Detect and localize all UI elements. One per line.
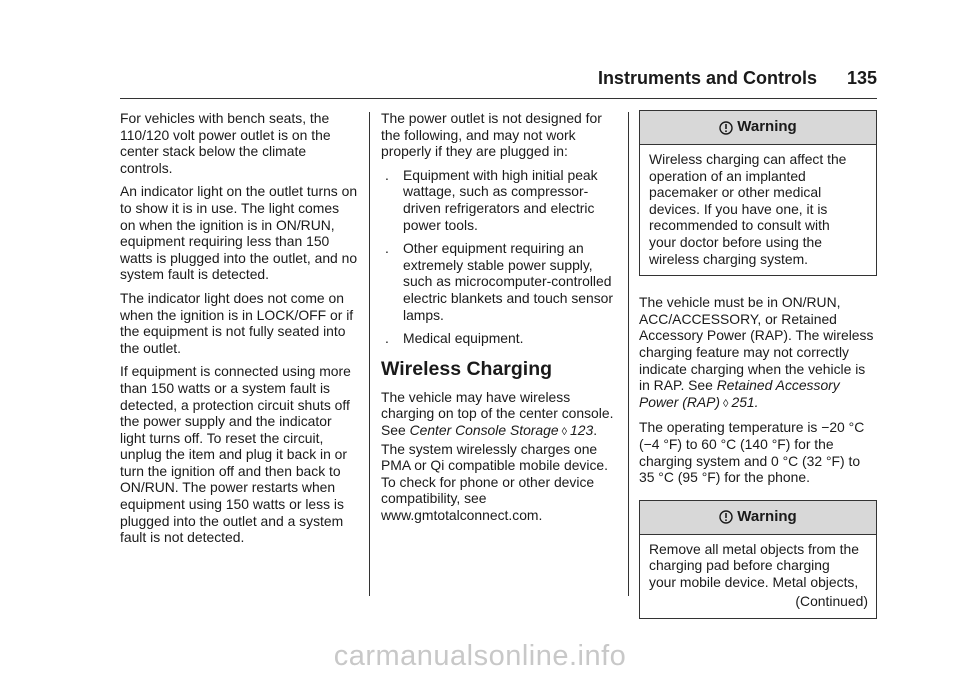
warning-line: devices. If you have one, it is [649, 200, 828, 217]
text: . The system wirelessly charges one PMA or Qi compatible mobile device. To check for phone or other device compatibility, see www.gmtotalconnect.com. [381, 421, 608, 523]
page-number: 135 [846, 68, 877, 88]
section-heading: Wireless Charging [381, 357, 553, 380]
column-divider-left [369, 112, 370, 596]
column-2 [381, 110, 617, 530]
text: . [754, 393, 759, 410]
paragraph: The operating temperature is −20 °C (−4 °F) to 60 °C (140 °F) for the charging system and 0 °C (32 °F) to 35 °C (95 °F) for the phone. [639, 419, 865, 486]
warning-line: recommended to consult with [649, 217, 830, 234]
page-ref-icon: ◊ [561, 425, 568, 438]
paragraph [639, 294, 877, 412]
watermark: carmanualsonline.info [333, 640, 627, 672]
warning-line: pacemaker or other medical [649, 184, 822, 201]
warning-line: Wireless charging can affect the [649, 151, 847, 167]
warning-box [639, 500, 877, 619]
list-item-text: Equipment with high initial peak wattage, such as compressor-driven refrigerators and electric power tools. [403, 166, 598, 233]
bullet-marker: . [385, 330, 389, 347]
text: The vehicle may have wireless charging on top of the center console. See [381, 388, 614, 438]
column-divider-right [628, 112, 629, 596]
warning-line: wireless charging system. [649, 250, 809, 267]
paragraph: For vehicles with bench seats, the 110/120 volt power outlet is on the center stack below the climate controls. [120, 110, 331, 176]
list-item [381, 240, 617, 323]
warning-box [639, 110, 877, 276]
column-1 [120, 110, 358, 553]
warning-icon [719, 510, 733, 524]
continued-label: (Continued) [795, 593, 868, 610]
warning-line: operation of an implanted [649, 167, 806, 184]
bullet-marker: . [385, 240, 389, 257]
warning-header [640, 501, 876, 535]
list-item [381, 167, 617, 233]
bullet-marker: . [385, 166, 389, 183]
warning-title: Warning [737, 507, 797, 525]
warning-line: your doctor before using the [649, 233, 822, 250]
paragraph: The power outlet is not designed for the following, and may not work properly if they are plugged in: [381, 110, 602, 160]
warning-line: Remove all metal objects from the [649, 540, 859, 557]
warning-line: your mobile device. Metal objects, [649, 573, 859, 590]
list-item [381, 330, 617, 347]
list-item-text: Other equipment requiring an extremely stable power supply, such as microcomputer-controlled electric blankets and touch sensor lamps. [403, 240, 614, 323]
section-title: Instruments and Controls [597, 68, 817, 88]
column-3 [639, 110, 877, 637]
paragraph: If equipment is connected using more than 150 watts or a system fault is detected, a protection circuit shuts off the power supply and the indicator light turns off. To reset the circuit, unplug the item and plug it back in or turn the ignition off and then back to ON/RUN. The power restarts when equipment using 150 watts or less is plugged into the outlet and a system fault is not detected. [120, 363, 351, 546]
header-rule [120, 98, 877, 99]
warning-body [640, 535, 876, 618]
page-header [120, 68, 877, 94]
page-ref-icon: ◊ [723, 397, 729, 410]
list-item-text: Medical equipment. [403, 330, 524, 347]
cross-reference-link[interactable]: Center Console Storage [409, 421, 559, 438]
text: The vehicle must be in ON/RUN, ACC/ACCESSORY, or Retained Accessory Power (RAP). The wireless charging feature may not correctly indicate charging when the vehicle is in RAP. See [639, 294, 874, 394]
paragraph: The indicator light does not come on when the ignition is in LOCK/OFF or if the equipment is not fully seated into the outlet. [120, 289, 354, 356]
warning-icon [719, 121, 733, 135]
page-ref-number[interactable]: 251 [731, 393, 755, 410]
page-ref-number[interactable]: 123 [570, 421, 594, 438]
paragraph [381, 389, 617, 524]
warning-line: charging pad before charging [649, 557, 830, 574]
warning-header [640, 111, 876, 145]
cross-reference-link[interactable]: Retained Accessory Power (RAP) [639, 377, 840, 410]
warning-body [640, 145, 876, 275]
warning-title: Warning [737, 118, 797, 136]
paragraph: An indicator light on the outlet turns on to show it is in use. The light comes on when the ignition is in ON/RUN, equipment requiring less than 150 watts is plugged into the outlet, and no system fault is detected. [120, 183, 358, 283]
